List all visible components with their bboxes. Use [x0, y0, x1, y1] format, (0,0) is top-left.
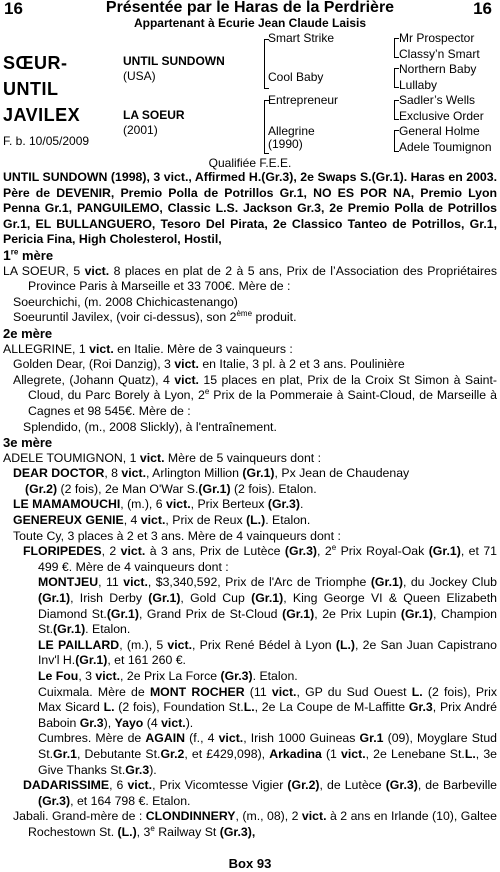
le-fou: Le Fou, 3 vict., 2e Prix La Force (Gr.3). Etalon. — [38, 669, 298, 683]
horse-birth: F. b. 10/05/2009 — [3, 134, 90, 148]
dam-sire: Entrepreneur — [268, 93, 339, 107]
gg-1: Mr Prospector — [399, 31, 475, 45]
gg-4: Lullaby — [399, 78, 438, 92]
section-2e-mere: 2e mère — [3, 325, 53, 341]
mere2-child-2: Allegrete, (Johann Quatz), 4 vict. 15 places en plat, Prix de la Croix St Simon à Saint-Cloud, du Parc Borely à Lyon, 2e Prix de la Pommeraie à Saint-Cloud, de Marseille à Cagnes et 98 545€. Mère de : — [13, 372, 498, 418]
sire-dam: Cool Baby — [268, 70, 324, 84]
mere1-child-1: Soeurchichi, (m. 2008 Chichicastenango) — [13, 294, 238, 309]
mere2-child-1: Golden Dear, (Roi Danzig), 3 vict. en Italie, 3 pl. à 2 et 3 ans. Poulinière — [13, 357, 405, 372]
cumbres: Cumbres. Mère de AGAIN (f., 4 vict., Irish 1000 Guineas Gr.1 (09), Moyglare Stud St.Gr.1, Debutante St.Gr.2, et £429,098), Arkadina (1 vict., 2e Lenebane St.L., 3e Give Thanks St.Gr.3). — [38, 731, 498, 777]
sire-name: UNTIL SUNDOWN (USA) — [123, 54, 225, 83]
sire-paragraph: UNTIL SUNDOWN (1998), 3 vict., Affirmed H.(Gr.3), 2e Swaps S.(Gr.1). Haras en 2003. Père de DEVENIR, Premio Polla de Potrillos Gr.1, NO ES POR NA, Premio Lyon Penna Gr.1, PANGUILEMO, Classic L.S. Jackson Gr.3, 2e Premio Polla de Potrillos Gr.1, EL BULLANGUERO, Tesoro Del Pirata, 2e Classico Tanteo de Potrillos, Gr.1, Pericia Fina, High Cholesterol, Hostil, — [3, 170, 497, 247]
page-title: Présentée par le Haras de la Perdrière — [105, 0, 395, 16]
horse-name: SŒUR- UNTIL JAVILEX — [3, 53, 81, 125]
qualification: Qualifiée F.E.E. — [208, 156, 292, 170]
catalogue-body — [3, 170, 497, 841]
floripedes: FLORIPEDES, 2 vict. à 3 ans, Prix de Lutèce (Gr.3), 2e Prix Royal-Oak (Gr.1), et 71 499 €. Mère de 4 vainqueurs dont : — [23, 543, 497, 574]
mere2-grandchild: Splendido, (m., 2008 Slickly), à l'entraînement. — [23, 419, 277, 434]
box-number: Box 93 — [228, 856, 272, 871]
jabali: Jabali. Grand-mère de : CLONDINNERY, (m., 08), 2 vict. à 2 ans en Irlande (10), Galtee Rochestown St. (L.), 3e Railway St (Gr.3), — [13, 809, 497, 839]
le-paillard: LE PAILLARD, (m.), 5 vict., Prix René Bédel à Lyon (L.), 2e San Juan Capistrano Inv'l H.(Gr.1), et 161 260 €. — [38, 637, 497, 668]
dam-name: LA SOEUR (2001) — [123, 108, 185, 137]
page-header — [0, 0, 500, 30]
sire-sire: Smart Strike — [268, 31, 335, 45]
le-mamamouchi: LE MAMAMOUCHI, (m.), 6 vict., Prix Berteux (Gr.3). — [13, 497, 304, 512]
lot-number-left: 16 — [4, 0, 23, 18]
gg-6: Exclusive Order — [399, 109, 484, 123]
gg-3: Northern Baby — [399, 62, 477, 76]
dear-doctor-cont: (Gr.2) (2 fois), 2e Man O'War S.(Gr.1) (2 fois). Etalon. — [25, 481, 317, 496]
gg-2: Classy’n Smart — [399, 47, 480, 61]
section-1re-mere: 1re mère — [3, 246, 54, 263]
toute-cy: Toute Cy, 3 places à 2 et 3 ans. Mère de 4 vainqueurs dont : — [13, 528, 341, 543]
montjeu: MONTJEU, 11 vict., $3,340,592, Prix de l'Arc de Triomphe (Gr.1), du Jockey Club (Gr.1), Irish Derby (Gr.1), Gold Cup (Gr.1), King George VI & Queen Elizabeth Diamond St.(Gr.1), Grand Prix de St-Cloud (Gr.1), 2e Prix Lupin (Gr.1), Champion St.(Gr.1). Etalon. — [38, 575, 498, 637]
mere2-paragraph: ALLEGRINE, 1 vict. en Italie. Mère de 3 vainqueurs : — [3, 341, 293, 356]
mere1-child-2: Soeuruntil Javilex, (voir ci-dessus), son 2ème produit. — [13, 309, 297, 325]
pedigree-table — [0, 30, 500, 158]
dam-dam: Allegrine (1990) — [268, 124, 315, 151]
gg-7: General Holme — [399, 124, 480, 138]
gg-5: Sadler’s Wells — [399, 93, 476, 107]
owner-line: Appartenant à Ecurie Jean Claude Laisis — [133, 16, 367, 30]
mere1-paragraph: LA SOEUR, 5 vict. 8 places en plat de 2 à 5 ans, Prix de l’Association des Propriétaires Province Paris à Marseille et 33 700€. Mère de : — [3, 263, 497, 294]
lot-number-right: 16 — [473, 0, 492, 18]
dadarissime: DADARISSIME, 6 vict., Prix Vicomtesse Vigier (Gr.2), de Lutèce (Gr.3), de Barbeville (Gr.3), et 164 798 €. Etalon. — [23, 778, 498, 808]
dear-doctor: DEAR DOCTOR, 8 vict., Arlington Million (Gr.1), Px Jean de Chaudenay — [13, 466, 410, 481]
section-3e-mere: 3e mère — [3, 435, 53, 451]
gg-8: Adele Toumignon — [399, 140, 492, 154]
cuixmala: Cuixmala. Mère de MONT ROCHER (11 vict., GP du Sud Ouest L. (2 fois), Prix Max Sicard L. (2 fois), Foundation St.L., 2e La Coupe de M-Laffitte Gr.3, Prix André Baboin Gr.3), Yayo (4 vict.). — [38, 684, 498, 730]
genereux-genie: GENEREUX GENIE, 4 vict., Prix de Reux (L.). Etalon. — [13, 513, 311, 528]
mere3-paragraph: ADELE TOUMIGNON, 1 vict. Mère de 5 vainqueurs dont : — [3, 450, 322, 465]
